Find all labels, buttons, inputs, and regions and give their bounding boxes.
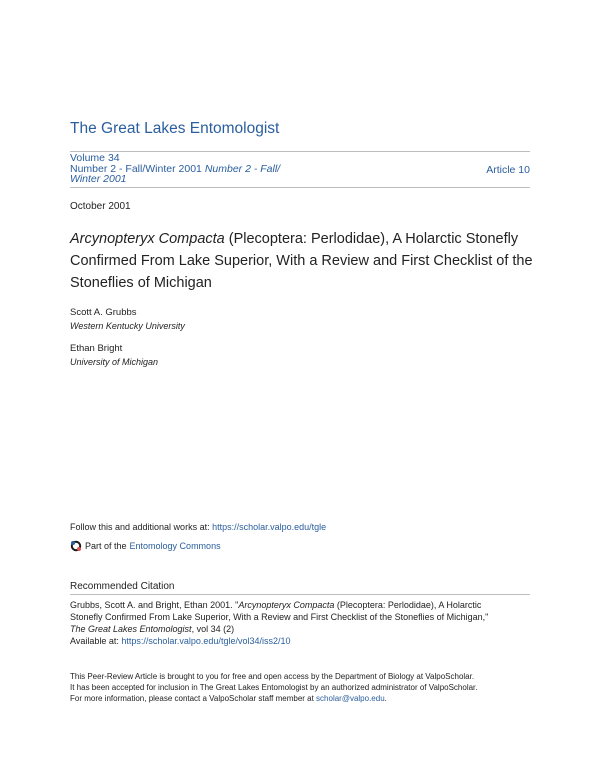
citation-line: Stonefly Confirmed From Lake Superior, With a Review and First Checklist of the Stoneflies of Michigan," xyxy=(70,612,489,622)
journal-title[interactable]: The Great Lakes Entomologist xyxy=(70,120,280,137)
paper-title xyxy=(70,228,540,294)
access-notice xyxy=(70,671,540,704)
volume-link[interactable]: Volume 34 xyxy=(70,152,120,164)
part-of-prefix: Part of the xyxy=(85,541,127,551)
issue-info xyxy=(70,153,330,185)
citation-url-link[interactable]: https://scholar.valpo.edu/tgle/vol34/iss2/10 xyxy=(121,636,291,646)
issue-number-line2[interactable]: Winter 2001 xyxy=(70,173,127,185)
author-affiliation: Western Kentucky University xyxy=(70,321,185,331)
follow-link[interactable]: https://scholar.valpo.edu/tgle xyxy=(212,522,327,532)
citation-divider xyxy=(70,594,530,595)
author-affiliation: University of Michigan xyxy=(70,357,159,367)
citation-available: Available at: https://scholar.valpo.edu/tgle/vol34/iss2/10 xyxy=(70,636,291,646)
article-number[interactable]: Article 10 xyxy=(486,164,530,176)
follow-prefix: Follow this and additional works at: xyxy=(70,522,213,532)
notice-line: For more information, please contact a ValpoScholar staff member at scholar@valpo.edu. xyxy=(70,694,387,703)
citation-line: The Great Lakes Entomologist, vol 34 (2) xyxy=(70,624,235,634)
recommended-citation-heading: Recommended Citation xyxy=(70,581,175,592)
author-name: Scott A. Grubbs xyxy=(70,307,137,318)
paper-title-rest: (Plecoptera: Perlodidae), A Holarctic Stonefly Confirmed From Lake Superior, With a Review and First Checklist of the Stoneflies of Michigan xyxy=(70,231,533,291)
contact-email-link[interactable]: scholar@valpo.edu xyxy=(316,694,385,703)
header-divider-top xyxy=(70,151,530,152)
author-name: Ethan Bright xyxy=(70,343,123,354)
follow-line xyxy=(70,522,326,532)
citation-line: Grubbs, Scott A. and Bright, Ethan 2001. "Arcynopteryx Compacta (Plecoptera: Perlodidae), A Holarctic xyxy=(70,600,482,610)
publication-date: October 2001 xyxy=(70,201,131,212)
paper-title-italic: Arcynopteryx Compacta xyxy=(70,231,225,247)
notice-line: This Peer-Review Article is brought to you for free and open access by the Department of Biology at ValpoScholar. xyxy=(70,672,475,681)
notice-line: It has been accepted for inclusion in The Great Lakes Entomologist by an authorized administrator of ValpoScholar. xyxy=(70,683,478,692)
citation-text xyxy=(70,599,530,647)
header-divider-bottom xyxy=(70,187,530,188)
part-of-line xyxy=(70,540,221,552)
issue-number-italic[interactable]: Number 2 - Fall/ xyxy=(204,162,281,175)
commons-network-icon xyxy=(70,540,82,552)
issue-number-link[interactable]: Number 2 - Fall/Winter 2001 xyxy=(70,162,202,175)
entomology-commons-link[interactable]: Entomology Commons xyxy=(129,541,221,551)
